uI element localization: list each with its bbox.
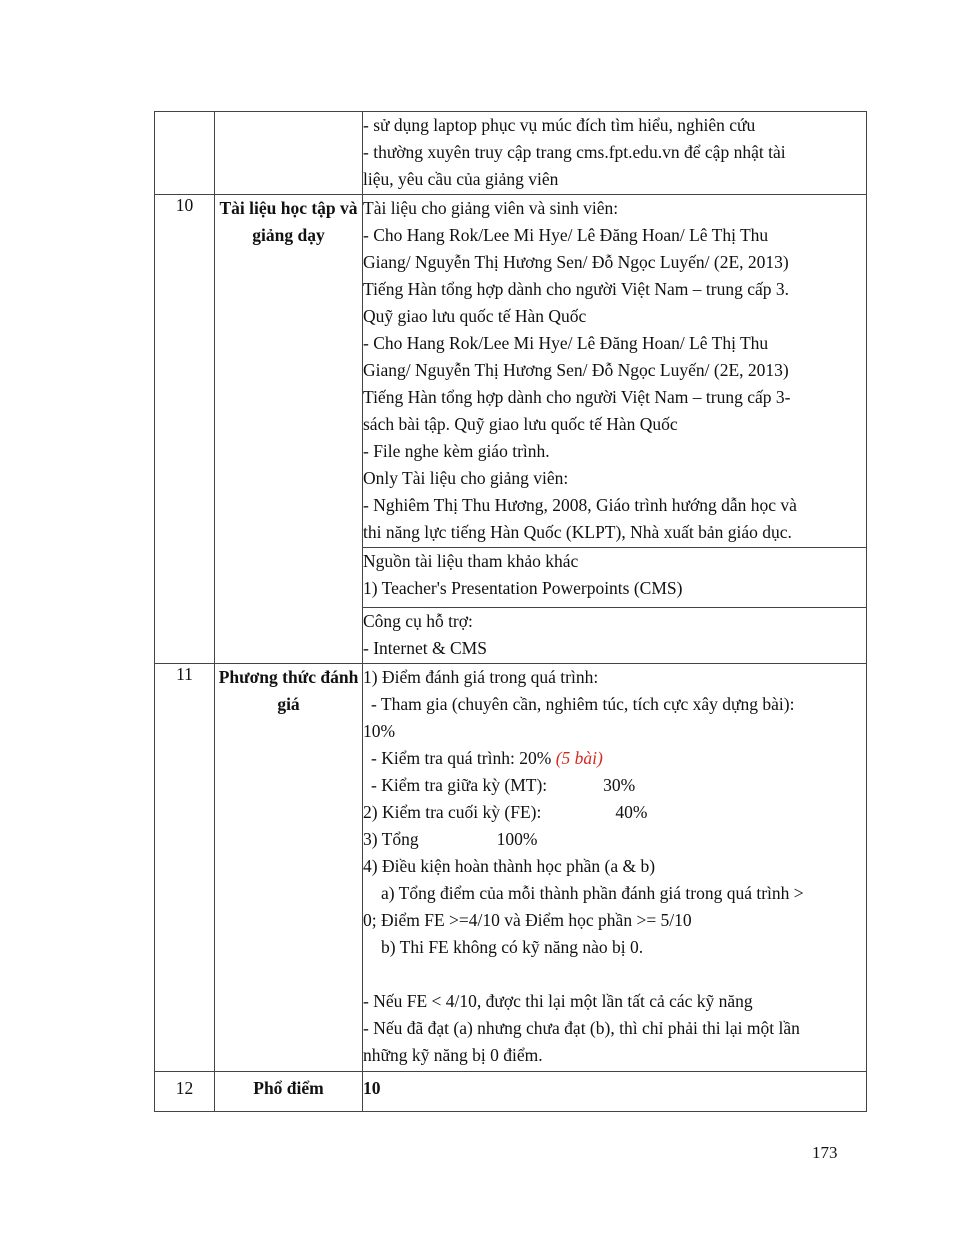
tools-line: - Internet & CMS xyxy=(363,638,487,658)
assessment-cell xyxy=(363,664,867,1072)
quiz-note: (5 bài) xyxy=(555,748,603,768)
total-line xyxy=(363,826,866,853)
materials-line: Tiếng Hàn tổng hợp dành cho người Việt Nam – trung cấp 3- xyxy=(363,387,791,407)
spacer xyxy=(363,961,866,988)
row-label: Tài liệu học tập và giảng dạy xyxy=(215,195,363,664)
final-line xyxy=(363,799,866,826)
table-row-continued xyxy=(155,112,867,195)
tools-cell xyxy=(363,608,867,664)
materials-line: Tài liệu cho giảng viên và sinh viên: xyxy=(363,198,619,218)
midterm-line xyxy=(363,772,866,799)
process-title: 1) Điểm đánh giá trong quá trình: xyxy=(363,667,599,687)
row-content-cell xyxy=(363,112,867,195)
tools-line: Công cụ hỗ trợ: xyxy=(363,611,473,631)
row-label-cell xyxy=(215,112,363,195)
row-number-cell xyxy=(155,112,215,195)
retake-line: - Nếu đã đạt (a) nhưng chưa đạt (b), thì chỉ phải thi lại một lần xyxy=(363,1018,800,1038)
row-label: Phổ điểm xyxy=(215,1072,363,1112)
table-row-12 xyxy=(155,1072,867,1112)
sources-line: Nguồn tài liệu tham khảo khác xyxy=(363,551,579,571)
materials-line: sách bài tập. Quỹ giao lưu quốc tế Hàn Quốc xyxy=(363,414,678,434)
condition-title: 4) Điều kiện hoàn thành học phần (a & b) xyxy=(363,856,656,876)
grade-scale-value-cell xyxy=(363,1072,867,1112)
syllabus-table xyxy=(154,111,867,1112)
participation-weight: 10% xyxy=(363,721,396,741)
materials-line: - Nghiêm Thị Thu Hương, 2008, Giáo trình hướng dẫn học và xyxy=(363,495,797,515)
final-label: 2) Kiểm tra cuối kỳ (FE): xyxy=(363,802,542,822)
materials-line: Giang/ Nguyễn Thị Hương Sen/ Đỗ Ngọc Luyến/ (2E, 2013) xyxy=(363,360,789,380)
row-number: 11 xyxy=(155,664,215,1072)
condition-a-line-2: 0; Điểm FE >=4/10 và Điểm học phần >= 5/10 xyxy=(363,910,692,930)
row-number: 12 xyxy=(155,1072,215,1112)
materials-line: thi năng lực tiếng Hàn Quốc (KLPT), Nhà xuất bản giáo dục. xyxy=(363,522,792,542)
condition-b-line: b) Thi FE không có kỹ năng nào bị 0. xyxy=(381,937,644,957)
grade-scale-value: 10 xyxy=(363,1078,381,1098)
table-row-10 xyxy=(155,195,867,548)
midterm-label: - Kiểm tra giữa kỳ (MT): xyxy=(371,775,548,795)
final-value: 40% xyxy=(615,802,648,822)
table-row-11 xyxy=(155,664,867,1072)
content-line: - thường xuyên truy cập trang cms.fpt.edu.vn để cập nhật tài xyxy=(363,142,786,162)
materials-cell xyxy=(363,195,867,548)
materials-line: - Cho Hang Rok/Lee Mi Hye/ Lê Đăng Hoan/ Lê Thị Thu xyxy=(363,225,769,245)
materials-line: Quỹ giao lưu quốc tế Hàn Quốc xyxy=(363,306,587,326)
midterm-value: 30% xyxy=(603,775,636,795)
other-sources-cell xyxy=(363,548,867,608)
quiz-line xyxy=(363,745,866,772)
materials-line: Only Tài liệu cho giảng viên: xyxy=(363,468,569,488)
quiz-label: - Kiểm tra quá trình: 20% xyxy=(371,748,552,768)
sources-line: 1) Teacher's Presentation Powerpoints (CMS) xyxy=(363,578,683,598)
materials-line: - Cho Hang Rok/Lee Mi Hye/ Lê Đăng Hoan/ Lê Thị Thu xyxy=(363,333,769,353)
total-value: 100% xyxy=(496,829,538,849)
materials-line: Giang/ Nguyễn Thị Hương Sen/ Đỗ Ngọc Luyến/ (2E, 2013) xyxy=(363,252,789,272)
retake-line: những kỹ năng bị 0 điểm. xyxy=(363,1045,543,1065)
row-number: 10 xyxy=(155,195,215,664)
condition-a-line: a) Tổng điểm của mỗi thành phần đánh giá trong quá trình > xyxy=(381,883,804,903)
participation-line: - Tham gia (chuyên cần, nghiêm túc, tích cực xây dựng bài): xyxy=(371,694,795,714)
page-number: 173 xyxy=(812,1143,838,1162)
content-line: liệu, yêu cầu của giảng viên xyxy=(363,169,559,189)
total-label: 3) Tổng xyxy=(363,829,419,849)
materials-line: - File nghe kèm giáo trình. xyxy=(363,441,550,461)
materials-line: Tiếng Hàn tổng hợp dành cho người Việt Nam – trung cấp 3. xyxy=(363,279,789,299)
content-line: - sử dụng laptop phục vụ múc đích tìm hiểu, nghiên cứu xyxy=(363,115,756,135)
row-label: Phương thức đánh giá xyxy=(215,664,363,1072)
retake-line: - Nếu FE < 4/10, được thi lại một lần tất cả các kỹ năng xyxy=(363,991,753,1011)
